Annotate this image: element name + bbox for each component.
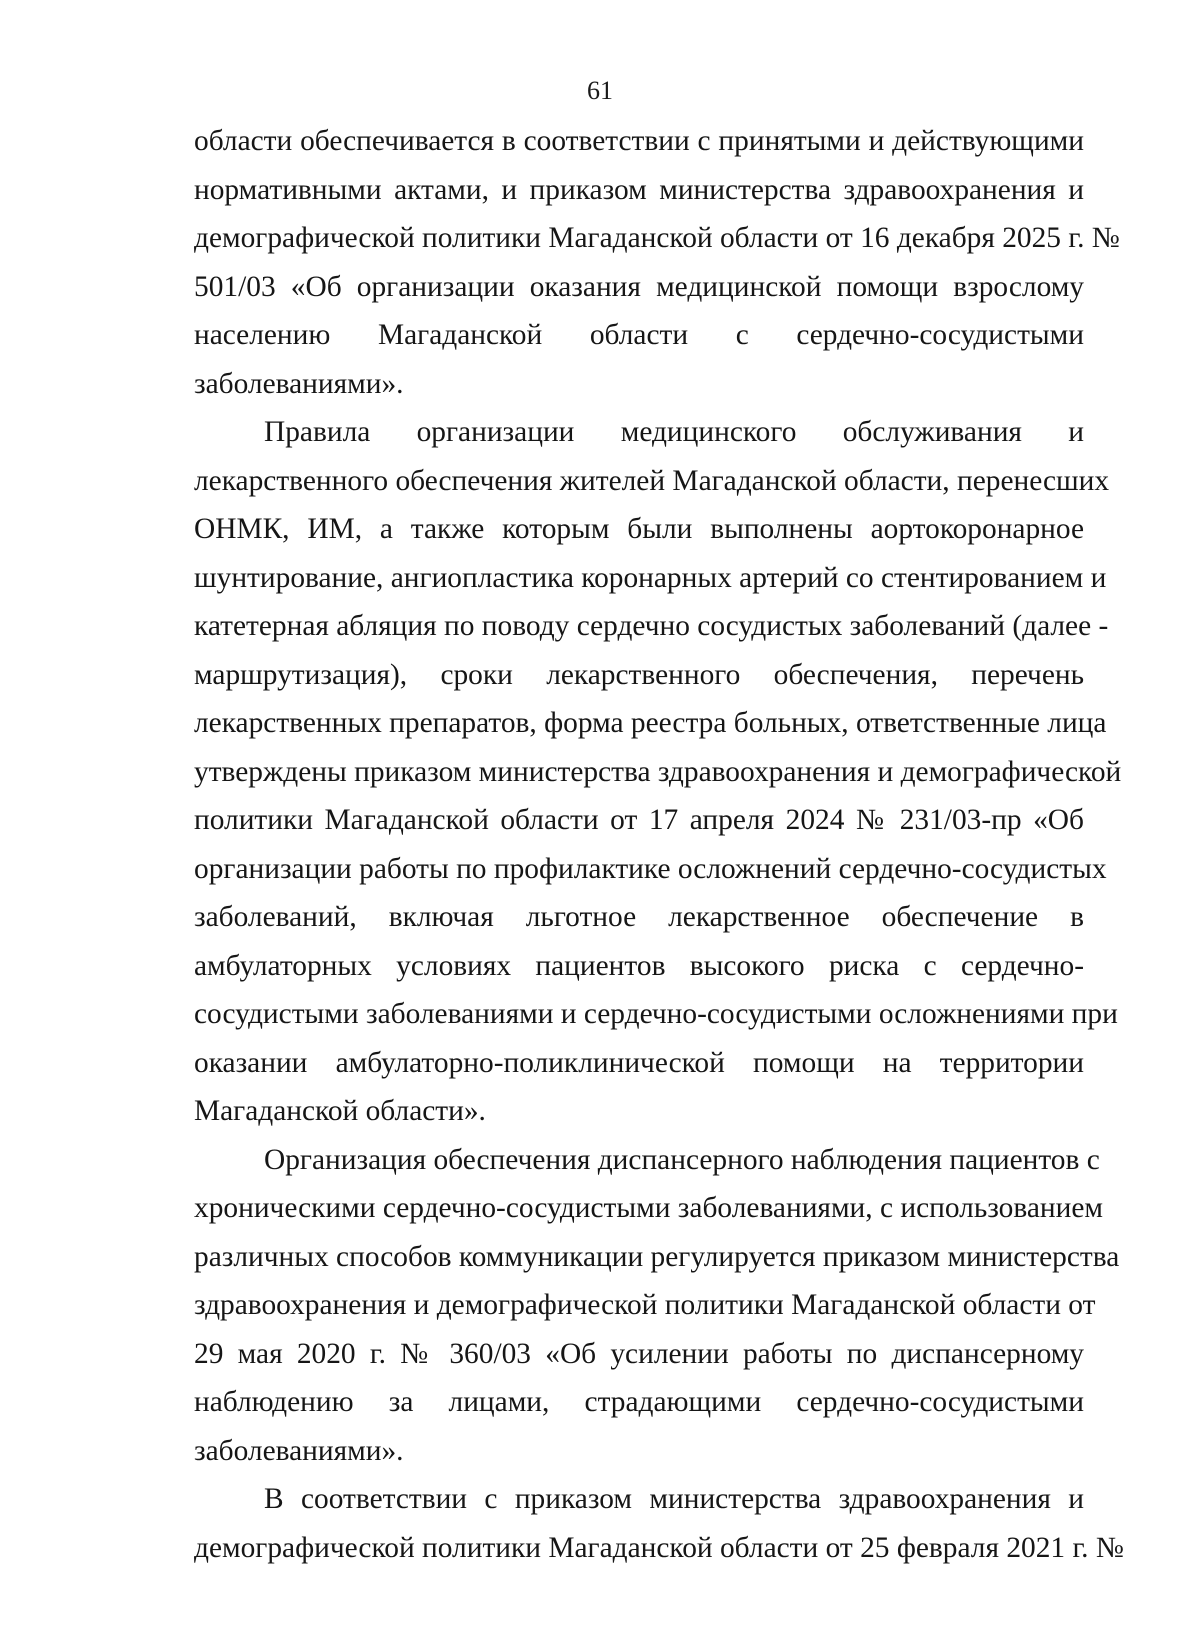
text-line: заболеваниями». <box>194 367 404 400</box>
text-line: маршрутизация), сроки лекарственного обеспечения, перечень <box>194 658 1084 691</box>
text-line: 501/03 «Об организации оказания медицинской помощи взрослому <box>194 270 1084 303</box>
text-line: шунтирование, ангиопластика коронарных артерий со стентированием и <box>194 561 1107 594</box>
text-line: амбулаторных условиях пациентов высокого риска с сердечно- <box>194 949 1084 982</box>
text-line: Организация обеспечения диспансерного наблюдения пациентов с <box>264 1143 1100 1176</box>
text-line: организации работы по профилактике осложнений сердечно-сосудистых <box>194 852 1107 885</box>
text-line: демографической политики Магаданской области от 16 декабря 2025 г. № <box>194 222 1120 254</box>
text-line: оказании амбулаторно-поликлинической помощи на территории <box>194 1046 1084 1079</box>
text-line: заболеваний, включая льготное лекарственное обеспечение в <box>194 901 1084 933</box>
page-number: 61 <box>587 76 613 105</box>
text-line: области обеспечивается в соответствии с принятыми и действующими <box>194 125 1084 157</box>
text-line: лекарственных препаратов, форма реестра больных, ответственные лица <box>194 707 1107 739</box>
document-body <box>194 117 1124 1572</box>
text-line: наблюдению за лицами, страдающими сердечно-сосудистыми <box>194 1386 1084 1418</box>
text-line: Магаданской области». <box>194 1095 486 1127</box>
text-line: хроническими сердечно-сосудистыми заболеваниями, с использованием <box>194 1192 1104 1224</box>
paragraph <box>194 408 1122 1136</box>
text-line: ОНМК, ИМ, а также которым были выполнены аортокоронарное <box>194 513 1084 545</box>
paragraph <box>194 1136 1120 1476</box>
text-line: заболеваниями». <box>194 1434 404 1467</box>
text-line: населению Магаданской области с сердечно-сосудистыми <box>194 319 1084 351</box>
text-line: катетерная абляция по поводу сердечно сосудистых заболеваний (далее - <box>194 610 1109 642</box>
text-line: политики Магаданской области от 17 апреля 2024 № 231/03-пр «Об <box>194 804 1084 836</box>
text-line: нормативными актами, и приказом министерства здравоохранения и <box>194 173 1084 206</box>
text-line: сосудистыми заболеваниями и сердечно-сосудистыми осложнениями при <box>194 998 1118 1030</box>
paragraph <box>194 1475 1124 1572</box>
text-line: Правила организации медицинского обслуживания и <box>264 416 1084 448</box>
text-line: демографической политики Магаданской области от 25 февраля 2021 г. № <box>194 1531 1124 1564</box>
text-line: В соответствии с приказом министерства здравоохранения и <box>264 1483 1084 1515</box>
text-line: утверждены приказом министерства здравоохранения и демографической <box>194 755 1122 788</box>
text-line: различных способов коммуникации регулируется приказом министерства <box>194 1240 1120 1273</box>
paragraph <box>194 117 1120 408</box>
text-line: 29 мая 2020 г. № 360/03 «Об усилении работы по диспансерному <box>194 1337 1084 1370</box>
text-line: здравоохранения и демографической политики Магаданской области от <box>194 1289 1096 1321</box>
text-line: лекарственного обеспечения жителей Магаданской области, перенесших <box>194 464 1110 497</box>
